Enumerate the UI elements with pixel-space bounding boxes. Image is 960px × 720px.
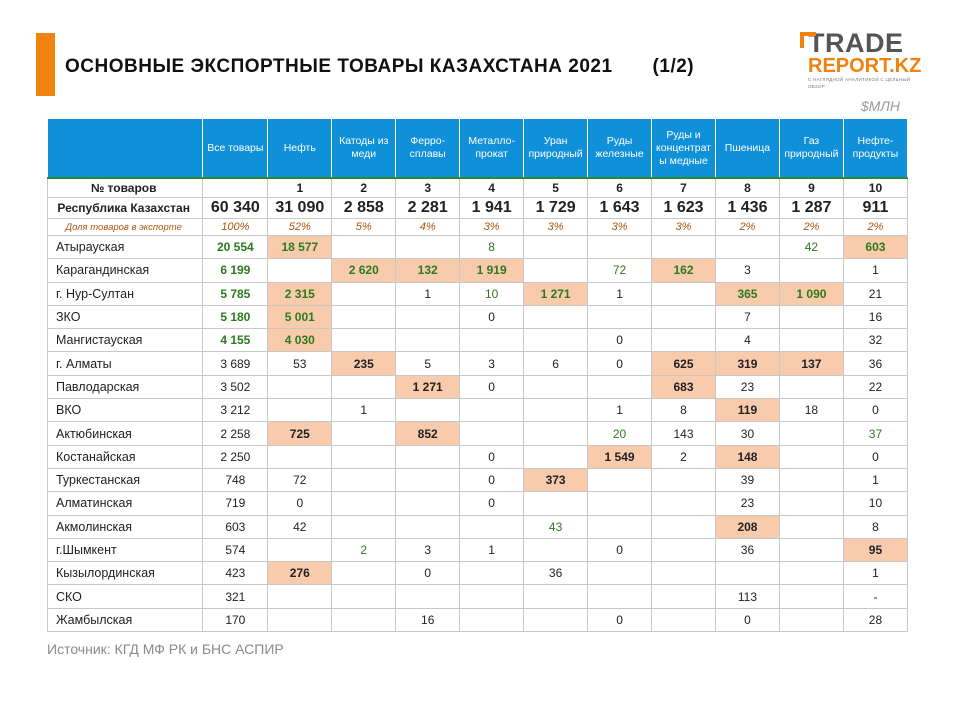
value-cell — [779, 492, 843, 515]
value-cell: 1 — [396, 282, 460, 305]
value-cell: 6 — [524, 352, 588, 375]
value-cell: 36 — [843, 352, 907, 375]
value-cell — [332, 468, 396, 491]
value-cell: 2 620 — [332, 259, 396, 282]
value-cell: 4 — [715, 329, 779, 352]
value-cell: 3 502 — [203, 375, 268, 398]
value-cell — [779, 585, 843, 608]
value-cell: 852 — [396, 422, 460, 445]
value-cell: 2 315 — [268, 282, 332, 305]
value-cell: 0 — [843, 445, 907, 468]
region-name: ЗКО — [48, 305, 203, 328]
region-row — [48, 445, 908, 468]
value-cell: 143 — [652, 422, 716, 445]
value-cell: 43 — [524, 515, 588, 538]
column-header-7: Руды железные — [588, 119, 652, 179]
value-cell — [524, 492, 588, 515]
value-cell: 53 — [268, 352, 332, 375]
value-cell: 6 199 — [203, 259, 268, 282]
value-cell — [652, 282, 716, 305]
value-cell: 18 — [779, 399, 843, 422]
value-cell — [396, 329, 460, 352]
value-cell — [460, 515, 524, 538]
number-row-cell-9: 8 — [715, 178, 779, 198]
value-cell: 21 — [843, 282, 907, 305]
region-name: Алматинская — [48, 492, 203, 515]
value-cell — [779, 445, 843, 468]
value-cell: 1 — [588, 282, 652, 305]
rk-row-cell-1: 60 340 — [203, 198, 268, 219]
value-cell: 2 — [332, 538, 396, 561]
share-row-cell-5: 3% — [460, 219, 524, 236]
rk-row-cell-3: 2 858 — [332, 198, 396, 219]
value-cell — [332, 375, 396, 398]
value-cell: 3 212 — [203, 399, 268, 422]
value-cell — [332, 305, 396, 328]
value-cell — [524, 375, 588, 398]
value-cell: 0 — [588, 538, 652, 561]
value-cell — [588, 305, 652, 328]
number-row — [48, 178, 908, 198]
value-cell: 28 — [843, 608, 907, 631]
value-cell — [779, 515, 843, 538]
share-row-cell-0: Доля товаров в экспорте — [48, 219, 203, 236]
value-cell — [268, 585, 332, 608]
value-cell — [779, 329, 843, 352]
number-row-cell-3: 2 — [332, 178, 396, 198]
value-cell — [460, 422, 524, 445]
column-header-8: Руды и концентрат ы медные — [652, 119, 716, 179]
value-cell — [779, 562, 843, 585]
value-cell: 32 — [843, 329, 907, 352]
share-row-cell-10: 2% — [779, 219, 843, 236]
rk-row-cell-8: 1 623 — [652, 198, 716, 219]
value-cell — [524, 399, 588, 422]
region-row — [48, 236, 908, 259]
value-cell — [268, 608, 332, 631]
logo-line1: TRADE — [808, 28, 904, 58]
region-row — [48, 492, 908, 515]
value-cell — [524, 608, 588, 631]
header-row — [48, 119, 908, 179]
value-cell: 72 — [588, 259, 652, 282]
column-header-4: Ферро-сплавы — [396, 119, 460, 179]
value-cell: - — [843, 585, 907, 608]
value-cell — [779, 375, 843, 398]
number-row-cell-0: № товаров — [48, 178, 203, 198]
value-cell: 0 — [588, 608, 652, 631]
value-cell — [460, 329, 524, 352]
source-note: Источник: КГД МФ РК и БНС АСПИР — [47, 641, 284, 657]
value-cell: 72 — [268, 468, 332, 491]
value-cell — [268, 445, 332, 468]
value-cell — [652, 468, 716, 491]
value-cell: 132 — [396, 259, 460, 282]
rk-row-cell-7: 1 643 — [588, 198, 652, 219]
value-cell: 725 — [268, 422, 332, 445]
value-cell: 1 — [588, 399, 652, 422]
value-cell: 1 — [843, 468, 907, 491]
value-cell: 3 689 — [203, 352, 268, 375]
value-cell — [652, 585, 716, 608]
number-row-cell-10: 9 — [779, 178, 843, 198]
value-cell — [588, 375, 652, 398]
value-cell: 5 001 — [268, 305, 332, 328]
value-cell: 365 — [715, 282, 779, 305]
value-cell — [652, 492, 716, 515]
value-cell — [332, 585, 396, 608]
region-row — [48, 515, 908, 538]
rk-row-cell-0: Республика Казахстан — [48, 198, 203, 219]
value-cell: 170 — [203, 608, 268, 631]
region-name: Туркестанская — [48, 468, 203, 491]
value-cell — [332, 329, 396, 352]
value-cell: 1 — [843, 562, 907, 585]
region-name: г. Алматы — [48, 352, 203, 375]
column-header-6: Уран природный — [524, 119, 588, 179]
rk-row-cell-4: 2 281 — [396, 198, 460, 219]
value-cell — [715, 236, 779, 259]
value-cell — [652, 236, 716, 259]
value-cell — [779, 468, 843, 491]
value-cell — [332, 515, 396, 538]
region-row — [48, 468, 908, 491]
value-cell: 0 — [843, 399, 907, 422]
share-row-cell-3: 5% — [332, 219, 396, 236]
value-cell: 0 — [588, 329, 652, 352]
value-cell: 1 549 — [588, 445, 652, 468]
value-cell: 603 — [203, 515, 268, 538]
column-header-1: Все товары — [203, 119, 268, 179]
value-cell: 1 271 — [396, 375, 460, 398]
value-cell — [460, 399, 524, 422]
value-cell: 148 — [715, 445, 779, 468]
value-cell — [524, 585, 588, 608]
region-row — [48, 562, 908, 585]
column-header-3: Катоды из меди — [332, 119, 396, 179]
share-row-cell-1: 100% — [203, 219, 268, 236]
value-cell: 8 — [652, 399, 716, 422]
share-row-cell-9: 2% — [715, 219, 779, 236]
share-row-cell-4: 4% — [396, 219, 460, 236]
value-cell: 1 090 — [779, 282, 843, 305]
value-cell — [779, 538, 843, 561]
value-cell: 20 — [588, 422, 652, 445]
region-row — [48, 422, 908, 445]
value-cell: 36 — [715, 538, 779, 561]
share-row — [48, 219, 908, 236]
region-row — [48, 399, 908, 422]
logo-tagline: С НАГЛЯДНОЙ АНАЛИТИКОЙ С ЦЕЛЬНЫЙ ОБЗОР — [808, 77, 911, 89]
region-row — [48, 259, 908, 282]
value-cell: 208 — [715, 515, 779, 538]
region-name: СКО — [48, 585, 203, 608]
region-row — [48, 352, 908, 375]
region-name: г.Шымкент — [48, 538, 203, 561]
value-cell — [524, 329, 588, 352]
value-cell: 4 030 — [268, 329, 332, 352]
logo-line2: REPORT.KZ — [808, 55, 922, 77]
value-cell: 0 — [588, 352, 652, 375]
region-row — [48, 329, 908, 352]
number-row-cell-1 — [203, 178, 268, 198]
value-cell: 5 180 — [203, 305, 268, 328]
value-cell: 42 — [268, 515, 332, 538]
value-cell: 373 — [524, 468, 588, 491]
value-cell — [524, 259, 588, 282]
value-cell: 2 250 — [203, 445, 268, 468]
value-cell — [268, 375, 332, 398]
value-cell: 162 — [652, 259, 716, 282]
value-cell — [652, 562, 716, 585]
column-header-2: Нефть — [268, 119, 332, 179]
value-cell: 5 — [396, 352, 460, 375]
value-cell: 7 — [715, 305, 779, 328]
value-cell — [268, 259, 332, 282]
value-cell: 113 — [715, 585, 779, 608]
share-row-cell-8: 3% — [652, 219, 716, 236]
region-name: ВКО — [48, 399, 203, 422]
value-cell: 137 — [779, 352, 843, 375]
region-name: Костанайская — [48, 445, 203, 468]
value-cell — [396, 445, 460, 468]
value-cell: 321 — [203, 585, 268, 608]
value-cell — [396, 305, 460, 328]
value-cell — [460, 562, 524, 585]
value-cell — [652, 329, 716, 352]
value-cell: 683 — [652, 375, 716, 398]
rk-row-cell-11: 911 — [843, 198, 907, 219]
value-cell: 23 — [715, 375, 779, 398]
value-cell: 748 — [203, 468, 268, 491]
value-cell — [524, 538, 588, 561]
value-cell: 1 271 — [524, 282, 588, 305]
value-cell — [588, 585, 652, 608]
value-cell: 23 — [715, 492, 779, 515]
value-cell: 39 — [715, 468, 779, 491]
value-cell — [268, 538, 332, 561]
share-row-cell-2: 52% — [268, 219, 332, 236]
value-cell: 16 — [843, 305, 907, 328]
value-cell: 3 — [396, 538, 460, 561]
value-cell: 16 — [396, 608, 460, 631]
value-cell: 0 — [460, 305, 524, 328]
number-row-cell-6: 5 — [524, 178, 588, 198]
value-cell — [524, 236, 588, 259]
republic-row — [48, 198, 908, 219]
value-cell — [332, 282, 396, 305]
value-cell — [652, 538, 716, 561]
value-cell: 30 — [715, 422, 779, 445]
region-name: Жамбылская — [48, 608, 203, 631]
export-table — [47, 118, 908, 632]
value-cell: 22 — [843, 375, 907, 398]
value-cell — [588, 236, 652, 259]
value-cell — [779, 422, 843, 445]
value-cell: 625 — [652, 352, 716, 375]
region-name: Мангистауская — [48, 329, 203, 352]
value-cell: 20 554 — [203, 236, 268, 259]
value-cell: 42 — [779, 236, 843, 259]
value-cell — [652, 515, 716, 538]
value-cell — [332, 562, 396, 585]
value-cell: 0 — [460, 492, 524, 515]
value-cell: 719 — [203, 492, 268, 515]
value-cell: 2 258 — [203, 422, 268, 445]
value-cell: 18 577 — [268, 236, 332, 259]
value-cell: 0 — [460, 375, 524, 398]
region-row — [48, 305, 908, 328]
value-cell: 1 — [843, 259, 907, 282]
value-cell: 0 — [715, 608, 779, 631]
value-cell: 10 — [843, 492, 907, 515]
rk-row-cell-9: 1 436 — [715, 198, 779, 219]
value-cell — [396, 236, 460, 259]
value-cell — [332, 608, 396, 631]
logo-corner-mark — [800, 32, 816, 48]
region-row — [48, 538, 908, 561]
value-cell — [779, 305, 843, 328]
region-name: Павлодарская — [48, 375, 203, 398]
value-cell — [588, 562, 652, 585]
value-cell: 3 — [715, 259, 779, 282]
value-cell — [396, 515, 460, 538]
region-name: Атырауская — [48, 236, 203, 259]
value-cell: 235 — [332, 352, 396, 375]
value-cell: 37 — [843, 422, 907, 445]
region-name: г. Нур-Султан — [48, 282, 203, 305]
value-cell: 8 — [843, 515, 907, 538]
column-header-9: Пшеница — [715, 119, 779, 179]
value-cell: 0 — [460, 445, 524, 468]
value-cell — [779, 608, 843, 631]
rk-row-cell-10: 1 287 — [779, 198, 843, 219]
value-cell: 119 — [715, 399, 779, 422]
value-cell: 603 — [843, 236, 907, 259]
number-row-cell-4: 3 — [396, 178, 460, 198]
trade-report-logo — [800, 30, 920, 90]
value-cell: 5 785 — [203, 282, 268, 305]
value-cell — [524, 445, 588, 468]
value-cell — [779, 259, 843, 282]
value-cell — [588, 492, 652, 515]
value-cell: 1 — [460, 538, 524, 561]
value-cell — [396, 468, 460, 491]
value-cell: 95 — [843, 538, 907, 561]
value-cell: 3 — [460, 352, 524, 375]
region-row — [48, 585, 908, 608]
value-cell — [588, 515, 652, 538]
value-cell: 2 — [652, 445, 716, 468]
number-row-cell-5: 4 — [460, 178, 524, 198]
page-title — [65, 56, 694, 78]
region-name: Карагандинская — [48, 259, 203, 282]
rk-row-cell-2: 31 090 — [268, 198, 332, 219]
value-cell — [268, 399, 332, 422]
value-cell: 574 — [203, 538, 268, 561]
value-cell: 1 919 — [460, 259, 524, 282]
region-name: Актюбинская — [48, 422, 203, 445]
value-cell — [332, 236, 396, 259]
column-header-0 — [48, 119, 203, 179]
region-name: Кызылординская — [48, 562, 203, 585]
number-row-cell-2: 1 — [268, 178, 332, 198]
accent-bar — [36, 33, 55, 96]
region-row — [48, 375, 908, 398]
region-row — [48, 608, 908, 631]
value-cell — [715, 562, 779, 585]
region-row — [48, 282, 908, 305]
value-cell: 423 — [203, 562, 268, 585]
unit-label: $МЛН — [860, 98, 900, 114]
value-cell — [332, 445, 396, 468]
value-cell — [332, 492, 396, 515]
value-cell: 276 — [268, 562, 332, 585]
value-cell — [332, 422, 396, 445]
value-cell — [396, 585, 460, 608]
value-cell: 0 — [268, 492, 332, 515]
column-header-5: Металло-прокат — [460, 119, 524, 179]
share-row-cell-7: 3% — [588, 219, 652, 236]
title-part: (1/2) — [652, 56, 695, 77]
value-cell — [652, 305, 716, 328]
value-cell — [588, 468, 652, 491]
value-cell: 319 — [715, 352, 779, 375]
value-cell: 10 — [460, 282, 524, 305]
value-cell: 0 — [396, 562, 460, 585]
column-header-11: Нефте-продукты — [843, 119, 907, 179]
value-cell — [460, 608, 524, 631]
value-cell: 4 155 — [203, 329, 268, 352]
rk-row-cell-6: 1 729 — [524, 198, 588, 219]
number-row-cell-11: 10 — [843, 178, 907, 198]
value-cell: 1 — [332, 399, 396, 422]
number-row-cell-7: 6 — [588, 178, 652, 198]
column-header-10: Газ природный — [779, 119, 843, 179]
value-cell: 0 — [460, 468, 524, 491]
value-cell — [524, 422, 588, 445]
share-row-cell-11: 2% — [843, 219, 907, 236]
value-cell: 8 — [460, 236, 524, 259]
title-text: ОСНОВНЫЕ ЭКСПОРТНЫЕ ТОВАРЫ КАЗАХСТАНА 2021 — [65, 56, 613, 77]
value-cell — [396, 492, 460, 515]
value-cell: 36 — [524, 562, 588, 585]
value-cell — [524, 305, 588, 328]
region-name: Акмолинская — [48, 515, 203, 538]
share-row-cell-6: 3% — [524, 219, 588, 236]
value-cell — [652, 608, 716, 631]
number-row-cell-8: 7 — [652, 178, 716, 198]
rk-row-cell-5: 1 941 — [460, 198, 524, 219]
value-cell — [460, 585, 524, 608]
value-cell — [396, 399, 460, 422]
